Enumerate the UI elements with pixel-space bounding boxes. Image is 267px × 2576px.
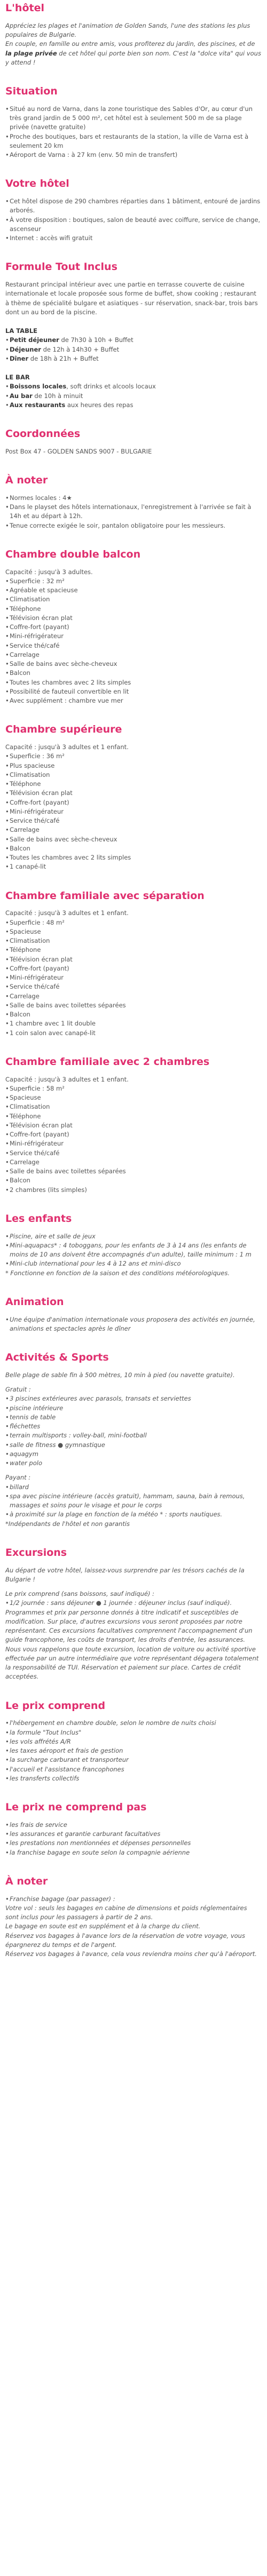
bar-text: , soft drinks et alcools locaux xyxy=(66,383,156,391)
activites-paid-list xyxy=(5,1483,262,1520)
list-item xyxy=(5,336,262,345)
list-item: • Télévision écran plat xyxy=(5,614,262,623)
list-item: • salle de fitness ● gymnastique xyxy=(5,1441,262,1450)
list-item: • Balcon xyxy=(5,844,262,853)
meal-text: de 7h30 à 10h + Buffet xyxy=(59,336,134,344)
list-item: • Internet : accès wifi gratuit xyxy=(5,234,262,243)
list-item: • 1/2 journée : sans déjeuner ● 1 journée : déjeuner inclus (sauf indiqué). xyxy=(5,1599,262,1608)
list-item: • À votre disposition : boutiques, salon de beauté avec coiffure, service de change, ascenseur xyxy=(5,216,262,234)
a-noter-2-list xyxy=(5,1895,262,1904)
list-item: • Salle de bains avec sèche-cheveux xyxy=(5,835,262,844)
list-item: • Aéroport de Varna : à 27 km (env. 50 min de transfert) xyxy=(5,150,262,160)
hotel-address: Post Box 47 - GOLDEN SANDS 9007 - BULGARIE xyxy=(5,447,152,455)
list-item: • Téléphone xyxy=(5,945,262,955)
list-item: • Télévision écran plat xyxy=(5,955,262,964)
section-title-prix-ne-comprend-pas: Le prix ne comprend pas xyxy=(5,1801,147,1813)
a-noter-2-body-1: Votre vol : seuls les bagages en cabine de dimensions et poids réglementaires sont inclus pour les passagers à partir de 2 ans. xyxy=(5,1904,247,1921)
section-hotel xyxy=(5,2,262,67)
list-item: • Mini-réfrigérateur xyxy=(5,973,262,982)
excursions-list xyxy=(5,1599,262,1608)
activites-note: *Indépendants de l'hôtel et non garantis xyxy=(5,1520,130,1528)
list-item: • Spacieuse xyxy=(5,927,262,936)
list-item: • Service thé/café xyxy=(5,816,262,825)
activites-free-title: Gratuit : xyxy=(5,1386,31,1393)
list-item: • Télévision écran plat xyxy=(5,1121,262,1130)
room-features-list xyxy=(5,918,262,1038)
list-item: • piscine intérieure xyxy=(5,1404,262,1413)
list-item xyxy=(5,354,262,363)
list-item: • 2 chambres (lits simples) xyxy=(5,1186,262,1195)
section-a-noter-2 xyxy=(5,1875,262,1959)
section-title-votre-hotel: Votre hôtel xyxy=(5,178,69,190)
section-title-room-familiale-2: Chambre familiale avec 2 chambres xyxy=(5,1055,210,1068)
section-title-room-double: Chambre double balcon xyxy=(5,548,141,560)
list-item: • l'accueil et l'assistance francophones xyxy=(5,1765,262,1774)
hotel-intro: Appréciez les plages et l'animation de Golden Sands, l'une des stations les plus populaires de Bulgarie. xyxy=(5,21,250,38)
list-item: • Avec supplément : chambre vue mer xyxy=(5,696,262,705)
list-item: • Mini-aquapacs* : 4 toboggans, pour les enfants de 3 à 14 ans (les enfants de moins de 10 ans doivent être accompagnés d'un adulte), taille minimum : 1 m xyxy=(5,1241,262,1260)
section-title-formule: Formule Tout Inclus xyxy=(5,261,117,273)
list-item: • Salle de bains avec toilettes séparées xyxy=(5,1167,262,1176)
formule-bar-list xyxy=(5,382,262,410)
list-item: • Agréable et spacieuse xyxy=(5,586,262,595)
section-prix-ne-comprend-pas xyxy=(5,1801,262,1857)
section-title-activites: Activités & Sports xyxy=(5,1351,109,1363)
list-item: • Salle de bains avec toilettes séparées xyxy=(5,1001,262,1010)
list-item: • spa avec piscine intérieure (accès gratuit), hammam, sauna, bain à remous, massages et soins pour le visage et pour le corps xyxy=(5,1492,262,1510)
list-item: • les assurances et garantie carburant facultatives xyxy=(5,1830,262,1839)
enfants-note: * Fonctionne en fonction de la saison et des conditions météorologiques. xyxy=(5,1269,230,1277)
a-noter-2-body-4: Réservez vos bagages à l'avance, cela vous reviendra moins cher qu'à l'aéroport. xyxy=(5,1950,257,1958)
prix-pas-list xyxy=(5,1820,262,1857)
list-item: • water polo xyxy=(5,1459,262,1468)
list-item: • 1 canapé-lit xyxy=(5,862,262,871)
list-item: • Situé au nord de Varna, dans la zone touristique des Sables d'Or, au cœur d'un très grand jardin de 5 000 m², cet hôtel est à seulement 500 m de sa plage privée (navette gratuite) xyxy=(5,105,262,132)
list-item: • Dans le playset des hôtels internationaux, l'enregistrement à l'arrivée se fait à 14h et au départ à 12h. xyxy=(5,503,262,521)
formule-intro: Restaurant principal intérieur avec une partie en terrasse couverte de cuisine internationale et locale proposée sous forme de buffet, show cooking ; restaurant à thème de spécialité bulgare et asiatiques - sur réservation, snack-bar, trois bars dont un au bord de la piscine. xyxy=(5,281,258,316)
list-item: • Tenue correcte exigée le soir, pantalon obligatoire pour les messieurs. xyxy=(5,521,262,530)
meal-label: Dîner xyxy=(10,354,29,362)
list-item: • les prestations non mentionnées et dépenses personnelles xyxy=(5,1839,262,1848)
section-room-superieure xyxy=(5,723,262,871)
list-item: • Normes locales : 4★ xyxy=(5,494,262,503)
section-excursions xyxy=(5,1547,262,1682)
list-item: • Toutes les chambres avec 2 lits simples xyxy=(5,853,262,862)
section-title-room-superieure: Chambre supérieure xyxy=(5,723,122,736)
list-item: • Toutes les chambres avec 2 lits simples xyxy=(5,678,262,687)
section-activites xyxy=(5,1351,262,1529)
section-title-situation: Situation xyxy=(5,85,58,97)
meal-label: Déjeuner xyxy=(10,345,41,353)
list-item xyxy=(5,345,262,354)
list-item: • Superficie : 58 m² xyxy=(5,1084,262,1093)
section-formule xyxy=(5,261,262,410)
list-item: • les taxes aéroport et frais de gestion xyxy=(5,1746,262,1755)
section-title-a-noter-2: À noter xyxy=(5,1875,48,1887)
list-item: • Superficie : 48 m² xyxy=(5,918,262,927)
list-item: • la formule "Tout Inclus" xyxy=(5,1728,262,1737)
section-coordonnees xyxy=(5,428,262,456)
list-item: • Balcon xyxy=(5,669,262,678)
list-item: • aquagym xyxy=(5,1450,262,1459)
list-item: • Cet hôtel dispose de 290 chambres réparties dans 1 bâtiment, entouré de jardins arborés. xyxy=(5,197,262,216)
a-noter-2-body-2: Le bagage en soute est en supplément et à la charge du client. xyxy=(5,1922,201,1930)
hotel-para2-post: de cet hôtel qui porte bien son nom. C'est la "dolce vita" qui vous y attend ! xyxy=(5,49,261,66)
room-capacity: Capacité : jusqu'à 3 adultes. xyxy=(5,568,93,576)
list-item xyxy=(5,392,262,401)
animation-list xyxy=(5,1315,262,1334)
section-a-noter-1 xyxy=(5,474,262,530)
section-prix-comprend xyxy=(5,1700,262,1784)
list-item: • Service thé/café xyxy=(5,982,262,991)
section-title-excursions: Excursions xyxy=(5,1546,67,1559)
list-item: • Plus spacieuse xyxy=(5,761,262,770)
hotel-para2-bold: la plage privée xyxy=(5,49,57,57)
list-item: • l'hébergement en chambre double, selon le nombre de nuits choisi xyxy=(5,1719,262,1728)
list-item xyxy=(5,382,262,391)
section-room-familiale-2 xyxy=(5,1056,262,1195)
list-item: • Possibilité de fauteuil convertible en lit xyxy=(5,687,262,696)
list-item: • à proximité sur la plage en fonction de la météo * : sports nautiques. xyxy=(5,1510,262,1519)
excursions-price-intro: Le prix comprend (sans boissons, sauf indiqué) : xyxy=(5,1590,155,1597)
list-item: • Balcon xyxy=(5,1176,262,1185)
list-item: • Mini-réfrigérateur xyxy=(5,632,262,641)
room-capacity: Capacité : jusqu'à 3 adultes et 1 enfant. xyxy=(5,1075,129,1083)
hotel-para2 xyxy=(5,39,262,67)
list-item: • Mini-club international pour les 4 à 12 ans et mini-disco xyxy=(5,1259,262,1268)
bar-label: Aux restaurants xyxy=(10,401,66,409)
section-animation xyxy=(5,1296,262,1333)
list-item: • tennis de table xyxy=(5,1413,262,1422)
formule-bar-title: LE BAR xyxy=(5,373,30,381)
section-votre-hotel xyxy=(5,178,262,243)
enfants-list xyxy=(5,1232,262,1269)
list-item: • 1 coin salon avec canapé-lit xyxy=(5,1029,262,1038)
list-item: • 3 piscines extérieures avec parasols, transats et serviettes xyxy=(5,1394,262,1403)
bar-text: aux heures des repas xyxy=(65,401,134,409)
list-item: • fléchettes xyxy=(5,1422,262,1431)
list-item: • Climatisation xyxy=(5,595,262,604)
list-item: • 1 chambre avec 1 lit double xyxy=(5,1019,262,1028)
list-item: • Téléphone xyxy=(5,605,262,614)
section-title-enfants: Les enfants xyxy=(5,1212,72,1225)
list-item: • Mini-réfrigérateur xyxy=(5,807,262,816)
meal-text: de 18h à 21h + Buffet xyxy=(28,354,99,362)
list-item: • Coffre-fort (payant) xyxy=(5,798,262,807)
room-features-list xyxy=(5,1084,262,1195)
list-item: • les frais de service xyxy=(5,1820,262,1830)
list-item: • Spacieuse xyxy=(5,1093,262,1102)
section-title-a-noter-1: À noter xyxy=(5,474,48,486)
section-title-coordonnees: Coordonnées xyxy=(5,428,81,440)
activites-beach: Belle plage de sable fin à 500 mètres, 10 min à pied (ou navette gratuite). xyxy=(5,1371,235,1379)
section-room-familiale-sep xyxy=(5,890,262,1038)
list-item: • Carrelage xyxy=(5,825,262,834)
list-item: • Carrelage xyxy=(5,650,262,659)
bar-label: Boissons locales xyxy=(10,383,67,391)
section-enfants xyxy=(5,1213,262,1278)
list-item: • terrain multisports : volley-ball, mini-football xyxy=(5,1431,262,1440)
section-title-room-familiale-sep: Chambre familiale avec séparation xyxy=(5,889,205,902)
formule-table-title: LA TABLE xyxy=(5,327,38,335)
list-item: • Coffre-fort (payant) xyxy=(5,623,262,632)
list-item: • Superficie : 36 m² xyxy=(5,752,262,761)
list-item: • les transferts collectifs xyxy=(5,1774,262,1783)
section-title-animation: Animation xyxy=(5,1295,64,1308)
activites-free-list xyxy=(5,1394,262,1468)
room-capacity: Capacité : jusqu'à 3 adultes et 1 enfant. xyxy=(5,743,129,751)
list-item: • Balcon xyxy=(5,1010,262,1019)
section-situation xyxy=(5,85,262,160)
list-item xyxy=(5,401,262,410)
meal-label: Petit déjeuner xyxy=(10,336,59,344)
a-noter-1-list xyxy=(5,494,262,530)
list-item: • Climatisation xyxy=(5,936,262,945)
list-item: • Télévision écran plat xyxy=(5,789,262,798)
a-noter-2-body-3: Réservez vos bagages à l'avance lors de la réservation de votre voyage, vous épargnerez du temps et de l'argent. xyxy=(5,1931,245,1949)
meal-text: de 12h à 14h30 + Buffet xyxy=(41,345,120,353)
activites-paid-title: Payant : xyxy=(5,1474,31,1482)
list-item: • Service thé/café xyxy=(5,1149,262,1158)
list-item: • Climatisation xyxy=(5,1102,262,1111)
list-item: • Carrelage xyxy=(5,1158,262,1167)
list-item: • Franchise bagage (par passager) : xyxy=(5,1895,262,1904)
prix-comprend-list xyxy=(5,1719,262,1783)
situation-list xyxy=(5,105,262,160)
hotel-para2-pre: En couple, en famille ou entre amis, vous profiterez du jardin, des piscines, et de xyxy=(5,40,255,48)
list-item: • Carrelage xyxy=(5,992,262,1001)
excursions-body: Programmes et prix par personne donnés à titre indicatif et susceptibles de modification. Sur place, d'autres excursions vous seront proposées par notre représentant. Ces excursions facultatives comprennent l'accompagnement d'un guide francophone, les coûts de transport, les droits d'entrée, les assurances. Nous vous rappelons que toute excursion, location de voiture ou activité sportive effectuée par un autre intermédiaire que votre représentant dégagera totalement la responsabilité de TUI. Réservation et paiement sur place. Cartes de crédit acceptées. xyxy=(5,1608,259,1681)
formule-table-list xyxy=(5,336,262,363)
votre-hotel-list xyxy=(5,197,262,243)
list-item: • billard xyxy=(5,1483,262,1492)
room-features-list xyxy=(5,577,262,706)
excursions-intro: Au départ de votre hôtel, laissez-vous surprendre par les trésors cachés de la Bulgarie ! xyxy=(5,1566,245,1583)
list-item: • Superficie : 32 m² xyxy=(5,577,262,586)
list-item: • Une équipe d'animation internationale vous proposera des activités en journée, animations et spectacles après le dîner xyxy=(5,1315,262,1334)
bar-label: Au bar xyxy=(10,392,33,400)
list-item: • Téléphone xyxy=(5,780,262,789)
room-features-list xyxy=(5,752,262,871)
list-item: • Climatisation xyxy=(5,770,262,780)
list-item: • Service thé/café xyxy=(5,641,262,650)
list-item: • Coffre-fort (payant) xyxy=(5,964,262,973)
list-item: • la franchise bagage en soute selon la compagnie aérienne xyxy=(5,1848,262,1857)
list-item: • Salle de bains avec sèche-cheveux xyxy=(5,659,262,669)
section-title-hotel: L'hôtel xyxy=(5,2,44,14)
bar-text: de 10h à minuit xyxy=(32,392,83,400)
room-capacity: Capacité : jusqu'à 3 adultes et 1 enfant. xyxy=(5,909,129,917)
section-room-double xyxy=(5,548,262,706)
list-item: • Téléphone xyxy=(5,1112,262,1121)
list-item: • les vols affrétés A/R xyxy=(5,1737,262,1746)
list-item: • la surcharge carburant et transporteur xyxy=(5,1755,262,1764)
list-item: • Coffre-fort (payant) xyxy=(5,1130,262,1139)
list-item: • Proche des boutiques, bars et restaurants de la station, la ville de Varna est à seulement 20 km xyxy=(5,132,262,151)
section-title-prix-comprend: Le prix comprend xyxy=(5,1699,106,1712)
list-item: • Mini-réfrigérateur xyxy=(5,1139,262,1148)
list-item: • Piscine, aire et salle de jeux xyxy=(5,1232,262,1241)
